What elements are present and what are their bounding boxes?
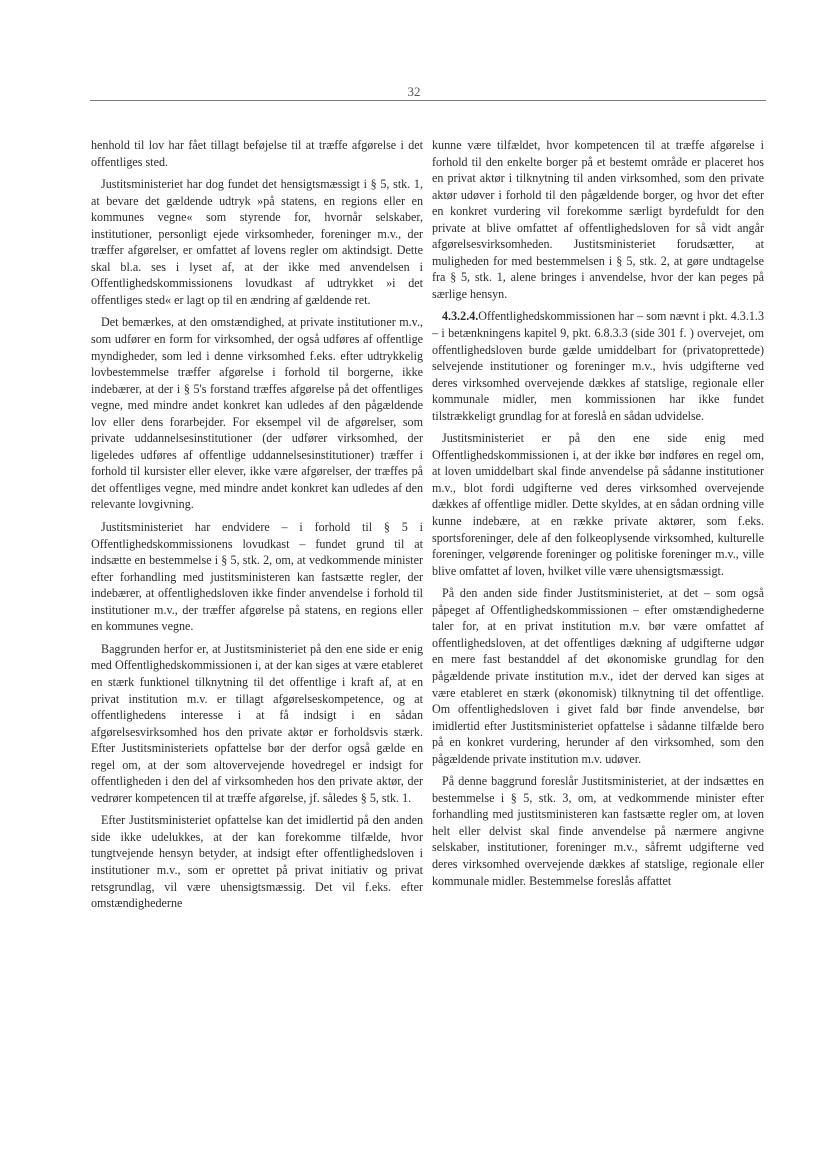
paragraph: På denne baggrund foreslår Justitsministeriet, at der indsættes en bestemmelse i § 5, stk. 3, om, at vedkommende minister efter forhandling med justitsministeren kan fastsætte regler om, at loven helt eller delvist skal finde anvendelse på nærmere angivne selskaber, institutioner, foreninger m.v., såfremt udgifterne ved deres virksomhed overvejende dækkes af statslige, regionale eller kommunale midler. Bestemmelse foreslås affattet [432,774,764,888]
paragraph: Justitsministeriet er på den ene side enig med Offentlighedskommissionen i, at der ikke bør indføres en regel om, at loven umiddelbart skal finde anvendelse på sådanne institutioner m.v., blot fordi udgifterne ved deres virksomhed overvejende dækkes af offentlige midler. Dette skyldes, at en sådan ordning ville kunne indebære, at en række private aktører, som f.eks. sportsforeninger, dele af den folkeoplysende virksomhed, kulturelle foreninger, velgørende foreninger og politiske foreninger m.v., ville blive omfattet af loven, hvilket ville være uhensigtsmæssigt. [432,431,764,578]
right-column [432,137,764,895]
header-rule [90,100,766,101]
section-text: Offentlighedskommissionen har – som nævnt i pkt. 4.3.1.3 – i betænkningens kapitel 9, pkt. 6.8.3.3 (side 301 f. ) overvejet, om offentlighedsloven burde gælde umiddelbart for (privatoprettede) selvejende institutioner og foreninger m.v., hvis udgifterne ved deres virksomhed overvejende dækkes af statslige, regionale eller kommunale midler, men kommissionen har ikke fundet tilstrækkeligt grundlag for at foreslå en sådan udvidelse. [432,309,764,423]
paragraph: henhold til lov har fået tillagt beføjelse til at træffe afgørelse i det offentliges sted. [91,138,423,169]
page-number: 32 [407,84,421,99]
paragraph: Efter Justitsministeriet opfattelse kan det imidlertid på den anden side ikke udelukkes, at der kan forekomme tilfælde, hvor tungtvejende hensyn betyder, at indsigt efter offentlighedsloven i institutioner m.v., som er oprettet på privat initiativ og privat retsgrundlag, vil være uhensigtsmæssig. Det vil f.eks. efter omstændighederne [91,813,423,911]
paragraph: Baggrunden herfor er, at Justitsministeriet på den ene side er enig med Offentlighedskommissionen i, at der kan siges at være etableret en stærk funktionel tilknytning til det offentlige i kraft af, at en privat institution m.v. er tillagt afgørelseskompetence, og at offentlighedens interesse i at få indsigt i en sådan afgørelsesvirksomhed hos den private aktør er forholdsvis stærk. Efter Justitsministeriets opfattelse bør der derfor også gælde en regel om, at der som altovervejende hovedregel er indsigt for offentligheden i den del af virksomheden hos den private aktør, der vedrører kompetencen til at træffe afgørelse, jf. således § 5, stk. 1. [91,641,423,805]
paragraph: kunne være tilfældet, hvor kompetencen til at træffe afgørelse i forhold til den enkelte borger på et bestemt område er placeret hos en privat aktør i tilknytning til anden virksomhed, som den private aktør udøver i forhold til den pågældende borger, og hvor det efter en konkret vurdering vil forekomme særligt byrdefuldt for den private at blive omfattet af offentlighedsloven for så vidt angår afgørelsesvirksomheden. Justitsministeriet forudsætter, at muligheden for med bestemmelsen i § 5, stk. 2, at gøre undtagelse fra § 5, stk. 1, alene bringes i anvendelse, hvor der kan peges på særlige hensyn. [432,138,764,301]
paragraph: Justitsministeriet har endvidere – i forhold til § 5 i Offentlighedskommissionens lovudkast – fundet grund til at indsætte en bestemmelse i § 5, stk. 2, om, at vedkommende minister efter forhandling med justitsministeren kan fastsætte regler, der indebærer, at offentlighedsloven ikke finder anvendelse i forhold til institutioner m.v., der træffer afgørelse på statens, en regions eller en kommunes vegne. [91,520,423,634]
paragraph: På den anden side finder Justitsministeriet, at det – som også påpeget af Offentlighedskommissionen – efter omstændighederne taler for, at en privat institution m.v. bør være omfattet af offentlighedsloven, at det offentliges dækning af udgifterne udgør en mere fast bestanddel af det økonomiske grundlag for den pågældende private institution m.v., idet der derved kan siges at være etableret en stærk (økonomisk) tilknytning til det offentlige. Om offentlighedsloven i givet fald bør finde anvendelse, bør imidlertid efter Justitsministeriet opfattelse i sådanne tilfælde bero på en konkret vurdering, herunder af den virksomhed, som den pågældende private institution m.v. udøver. [432,586,764,766]
section-paragraph [432,308,764,424]
left-column [91,137,423,918]
paragraph: Justitsministeriet har dog fundet det hensigtsmæssigt i § 5, stk. 1, at bevare det gældende udtryk »på statens, en regions eller en kommunes vegne« som styrende for, hvornår selskaber, institutioner, personligt ejede virksomheder, foreninger m.v., der træffer afgørelser, er omfattet af lovens regler om aktindsigt. Dette skal bl.a. ses i lyset af, at der ikke med anvendelsen i Offentlighedskommissionens lovudkast af udtrykket »i det offentliges sted« er lagt op til en ændring af gældende ret. [91,177,423,307]
section-number: 4.3.2.4. [442,309,479,324]
paragraph: Det bemærkes, at den omstændighed, at private institutioner m.v., som udfører en form for virksomhed, der også udføres af offentlige myndigheder, som led i denne virksomhed f.eks. efter udtrykkelig lovbestemmelse træffer afgørelse i forhold til borgerne, ikke indebærer, at der i § 5's forstand træffes afgørelse på det offentliges vegne, med mindre andet konkret kan udledes af den pågældende lov eller dens forarbejder. For eksempel vil de afgørelser, som private uddannelsesinstitutioner (der udfører virksomhed, der ligeledes udføres af offentlige uddannelsesinstitutioner) træffer i forhold til kursister eller elever, ikke være afgørelser, der træffes på det offentliges vegne, med mindre andet konkret kan udledes af den relevante lovgivning. [91,315,423,512]
